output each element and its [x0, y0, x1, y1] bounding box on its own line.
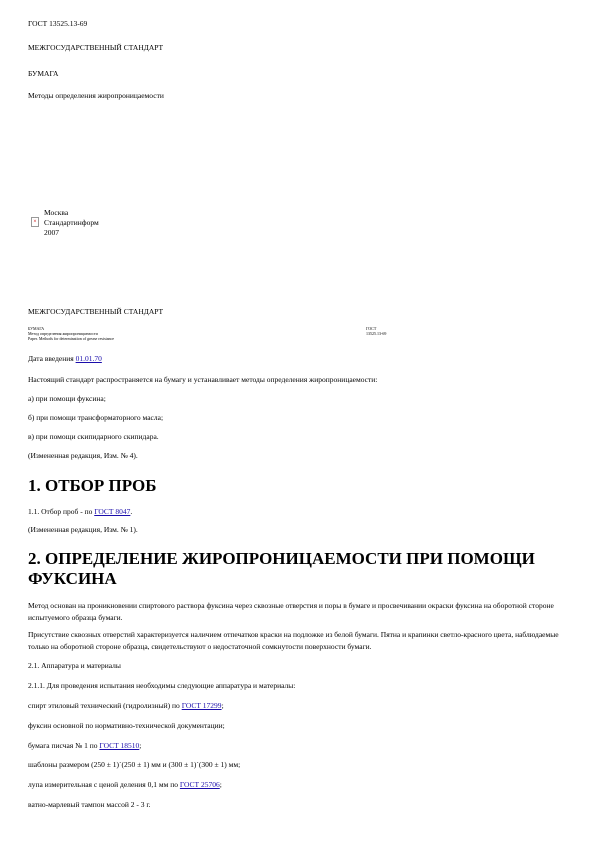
title-block-line-2: Метод определения жиропроницаемости [28, 331, 98, 336]
material-item-fuchsine: фуксин основной по нормативно-технической документации; [28, 721, 225, 730]
interstate-standard-label: МЕЖГОСУДАРСТВЕННЫЙ СТАНДАРТ [28, 43, 164, 52]
material-item-paper-text: бумага писчая № 1 по [28, 741, 100, 750]
clause-1-1 [28, 507, 132, 516]
introduction-date-link[interactable]: 01.01.70 [75, 354, 102, 363]
subsection-2-1-1: 2.1.1. Для проведения испытания необходимы следующие аппаратура и материалы: [28, 681, 296, 690]
publisher-name: Стандартинформ [44, 218, 99, 227]
introduction-date-label: Дата введения [28, 354, 76, 363]
doc-code: ГОСТ 13525.13-69 [28, 19, 88, 28]
gost-8047-link[interactable]: ГОСТ 8047 [94, 507, 131, 516]
paper-label: БУМАГА [28, 69, 59, 78]
material-item-alcohol-end: ; [221, 701, 224, 710]
publisher-year: 2007 [44, 228, 59, 237]
scope-paragraph: Настоящий стандарт распространяется на бумагу и устанавливает методы определения жиропроницаемости: [28, 375, 378, 384]
material-item-magnifier-text: лупа измерительная с ценой деления 0,1 мм по [28, 780, 180, 789]
material-item-magnifier-end: ; [219, 780, 222, 789]
methods-title: Методы определения жиропроницаемости [28, 91, 164, 100]
clause-1-1-end: . [130, 507, 133, 516]
method-principle-paragraph: Метод основан на проникновении спиртового раствора фуксина через сквозные отверстия и поры в бумаге и просвечивании окраски фуксина на оборотной стороне испытуемого образца бумаги. [28, 601, 554, 622]
gost-17299-link[interactable]: ГОСТ 17299 [181, 701, 222, 710]
publisher-city: Москва [44, 208, 69, 217]
material-item-paper-end: ; [139, 741, 142, 750]
material-item-swab: ватно-марлевый тампон массой 2 - 3 г. [28, 800, 151, 809]
material-item-alcohol-text: спирт этиловый технический (гидролизный) по [28, 701, 182, 710]
introduction-date [28, 354, 102, 363]
amendment-note: (Измененная редакция, Изм. № 4). [28, 451, 138, 460]
title-block-line-3: Paper. Methods for determination of grease resistance [28, 336, 115, 341]
clause-1-1-text: 1.1. Отбор проб - по [28, 507, 95, 516]
broken-image-icon: × [31, 217, 39, 227]
amendment-note-1: (Измененная редакция, Изм. № 1). [28, 525, 138, 534]
gost-25706-link[interactable]: ГОСТ 25706 [179, 780, 220, 789]
material-item-alcohol [28, 701, 224, 710]
title-block-gost: ГОСТ [366, 326, 377, 331]
title-block-line-1: БУМАГА [28, 326, 45, 331]
subsection-2-1: 2.1. Аппаратура и материалы [28, 661, 121, 670]
material-item-paper [28, 741, 141, 750]
material-item-magnifier [28, 780, 222, 789]
title-block-number: 13525.13-69 [366, 331, 387, 336]
section-2-heading: 2. ОПРЕДЕЛЕНИЕ ЖИРОПРОНИЦАЕМОСТИ ПРИ ПОМОЩИ ФУКСИНА [28, 549, 535, 588]
holes-description-paragraph: Присутствие сквозных отверстий характеризуется наличием отпечатков краски на подложке из белой бумаги. Пятна и крапинки светло-красного цвета, наблюдаемые только на оборотной стороне образца, свидетельствуют о недостаточной сомкнутости поверхности бумаги. [28, 630, 559, 651]
method-item-b: б) при помощи трансформаторного масла; [28, 413, 164, 422]
section-1-heading: 1. ОТБОР ПРОБ [28, 476, 157, 495]
method-item-c: в) при помощи скипидарного скипидара. [28, 432, 159, 441]
material-item-templates: шаблоны размером (250 ± 1)´(250 ± 1) мм и (300 ± 1)´(300 ± 1) мм; [28, 760, 241, 769]
method-item-a: а) при помощи фуксина; [28, 394, 106, 403]
interstate-standard-heading: МЕЖГОСУДАРСТВЕННЫЙ СТАНДАРТ [28, 307, 164, 316]
gost-18510-link[interactable]: ГОСТ 18510 [99, 741, 140, 750]
